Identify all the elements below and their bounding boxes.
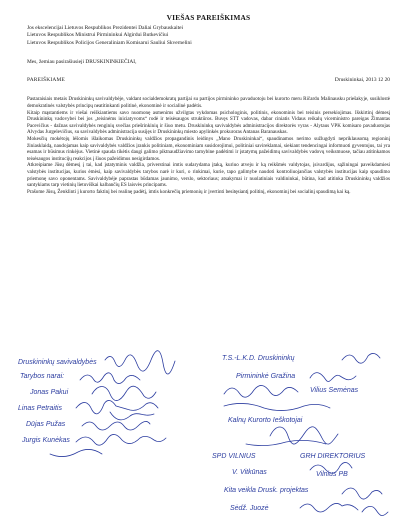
signature-label: Kalnų Kurorto Ieškotojai [228, 417, 303, 424]
signature-label: T.S.-L.K.D. Druskininkų [222, 355, 295, 362]
body-paragraph: Prašome Jūsų, Ženklinti į kurorto faktinį bei realinę padėtį, imtis konkrečių priemonių ir įvertinti besitęsiantį politinį, ekonominį bei socialinį spaudimą kai ką. [27, 188, 351, 195]
signature-label: V. Vitkūnas [232, 469, 267, 476]
signature-label: Vilnius PB [316, 471, 348, 478]
signature-label: GRH DIREKTORIUS [300, 453, 366, 460]
body-paragraph: Pastaraisiais metais Druskininkų savivaldybėje, valdant socialdemokratų partijai su partijos pirmininko pavaduotoju bei kurorto meru Ričardu Malinausku priešakyje, susiklostė demokratinės valstybės principų neatitinkanti politinė, ekonominė ir socialinė padėtis. [27, 96, 390, 110]
signature-label: Jurgis Kunėkas [22, 437, 70, 444]
body-paragraph: Kitaip mąstantiems ir viešai reiškiantiems savo nuomonę asmenims užvilgtas vykdomas psichologinis, politinis, ekonominis bei teisinis persekiojimas. Išskirtinį dėmesį Druskininkų vadovybei bei jos „teisinėms iniciatyvoms“ rodė ir teisėsaugos struktūros. Buvęs STT vadovas, dabar ciniatis Vidaus reikalų viceministro pareigas Žimantas Pacevičius - dažnas savivaldybės renginių svečias priešrinkinių ir šiuo metu. Druskininkų savivaldybės administracijos direktorės vyras - Alytaus VPK komisaro pavaduotojas Alvydas Jurgelevičius, su savivaldybės administracija susijęs ir Druskininkų miesto apylinkės prokuroras Antanas Baranauskas. [27, 109, 390, 136]
signature-scribble [110, 412, 154, 420]
signature-label: Kita veikla Drusk. projektas [224, 487, 309, 494]
body-paragraph: Mokesčių mokėtojų lėšomis išlaikomas Druskininkų valdžios propagandinis leidinys „Mano Druskininkai“, spaudinamos nerimo sužlugdyti nepriklausomą regioninį žiniasklaidą, naudojamas kaip savivaldybės valdžios įrankis politiniam, ekonominiam susidorojimui, politiniai savireklamai, siekiant tendencingai informuoti gyventojus, tai yra esamas ir būsimus rinkėjus. Vietinė spauda tikėtis daugi galimo piktnaudžiavimo tarnybine padėtimi ir įstatymų pažeidimų savivaldybės vadovų veiksmuose, tačiau atitinkamos teisėsaugos institucijų reakcijos į šiuos pažeidimus nesigirdamos. [27, 136, 390, 162]
declare-row [27, 77, 390, 84]
addressee-line: Lietuvos Respublikos Ministrui Pirmininkui Algirdui Butkevičiui [27, 32, 169, 39]
signature-label: Pirmininkė Gražina [236, 373, 296, 380]
signature-label: Tarybos narai: [20, 373, 65, 380]
declare-label: PAREIŠKIAME [27, 77, 65, 84]
signature-scribble [342, 488, 382, 499]
signature-scribble [224, 403, 330, 410]
signature-area [10, 350, 400, 525]
signature-label: Sėdž. Juozė [230, 505, 269, 512]
signature-scribble [224, 385, 298, 397]
place-date: Druskininkai, 2013 12 20 [334, 77, 390, 84]
signature-label: Druskininkų savivaldybės [18, 359, 97, 366]
body-text [27, 96, 390, 195]
signature-label: Linas Petraitis [18, 405, 62, 412]
document-title: VIEŠAS PAREIŠKIMAS [166, 13, 251, 22]
body-paragraph: Atkreipiame Jūsų dėmesį į tai, kad įstatyminis valdžia, priverstinai imtis sudarydama įtaką, kuriuo atveju ir ką reikšmės valdytojas, įsivardijus, sąžiningai paveikdamiesi valstybės institucijas, kurios ėmėsi, kaip savivaldybės tarybos narė ir kuri, o rinkimai, kurie, tapo galimybe naudoti kontroliuojančias valstybės institucijas kaip spaudimo priemonę savo oponentams. Savivaldybėje paprastas būdamas jaunimo, verslo, sektoriaus; atsakymai ir nuolatiniais valdininkai, būtina, kad atitinka Druskininkų valdžios santykiams tarp vietinių lietuviškai kalbančių ES laisvės principams. [27, 162, 390, 189]
signature-label: Vilius Semėnas [310, 387, 359, 394]
signature-scribble [80, 373, 140, 384]
signature-label: Dūjas Pužas [26, 421, 66, 428]
signature-scribble [92, 386, 156, 400]
signature-scribble [270, 427, 338, 444]
signature-label: SPD VILNIUS [212, 453, 256, 460]
signature-scribble [76, 434, 166, 445]
signature-scribble [50, 449, 102, 456]
signatures-drawing [10, 350, 400, 525]
signature-scribble [105, 351, 175, 374]
signature-scribble [342, 353, 380, 363]
signature-scribble [82, 421, 150, 430]
signature-scribble [76, 400, 158, 413]
signature-scribble [300, 503, 358, 512]
addressee-line: Jos ekscelencijai Lietuvos Respublikos Prezidentei Daliai Grybauskaitei [27, 25, 183, 31]
signature-scribble [246, 440, 326, 445]
addressee-line: Lietuvos Respublikos Policijos Generaliniam Komisarui Sauliui Skvernelini [27, 39, 192, 46]
addressee-list [27, 25, 390, 47]
signature-label: Jonas Pakui [30, 389, 69, 396]
signature-scribble [362, 506, 388, 515]
signature-scribble [310, 373, 356, 382]
intro-line: Mes, žemiau pasirašiusieji DRUSKININKIEČIAI, [27, 58, 137, 65]
